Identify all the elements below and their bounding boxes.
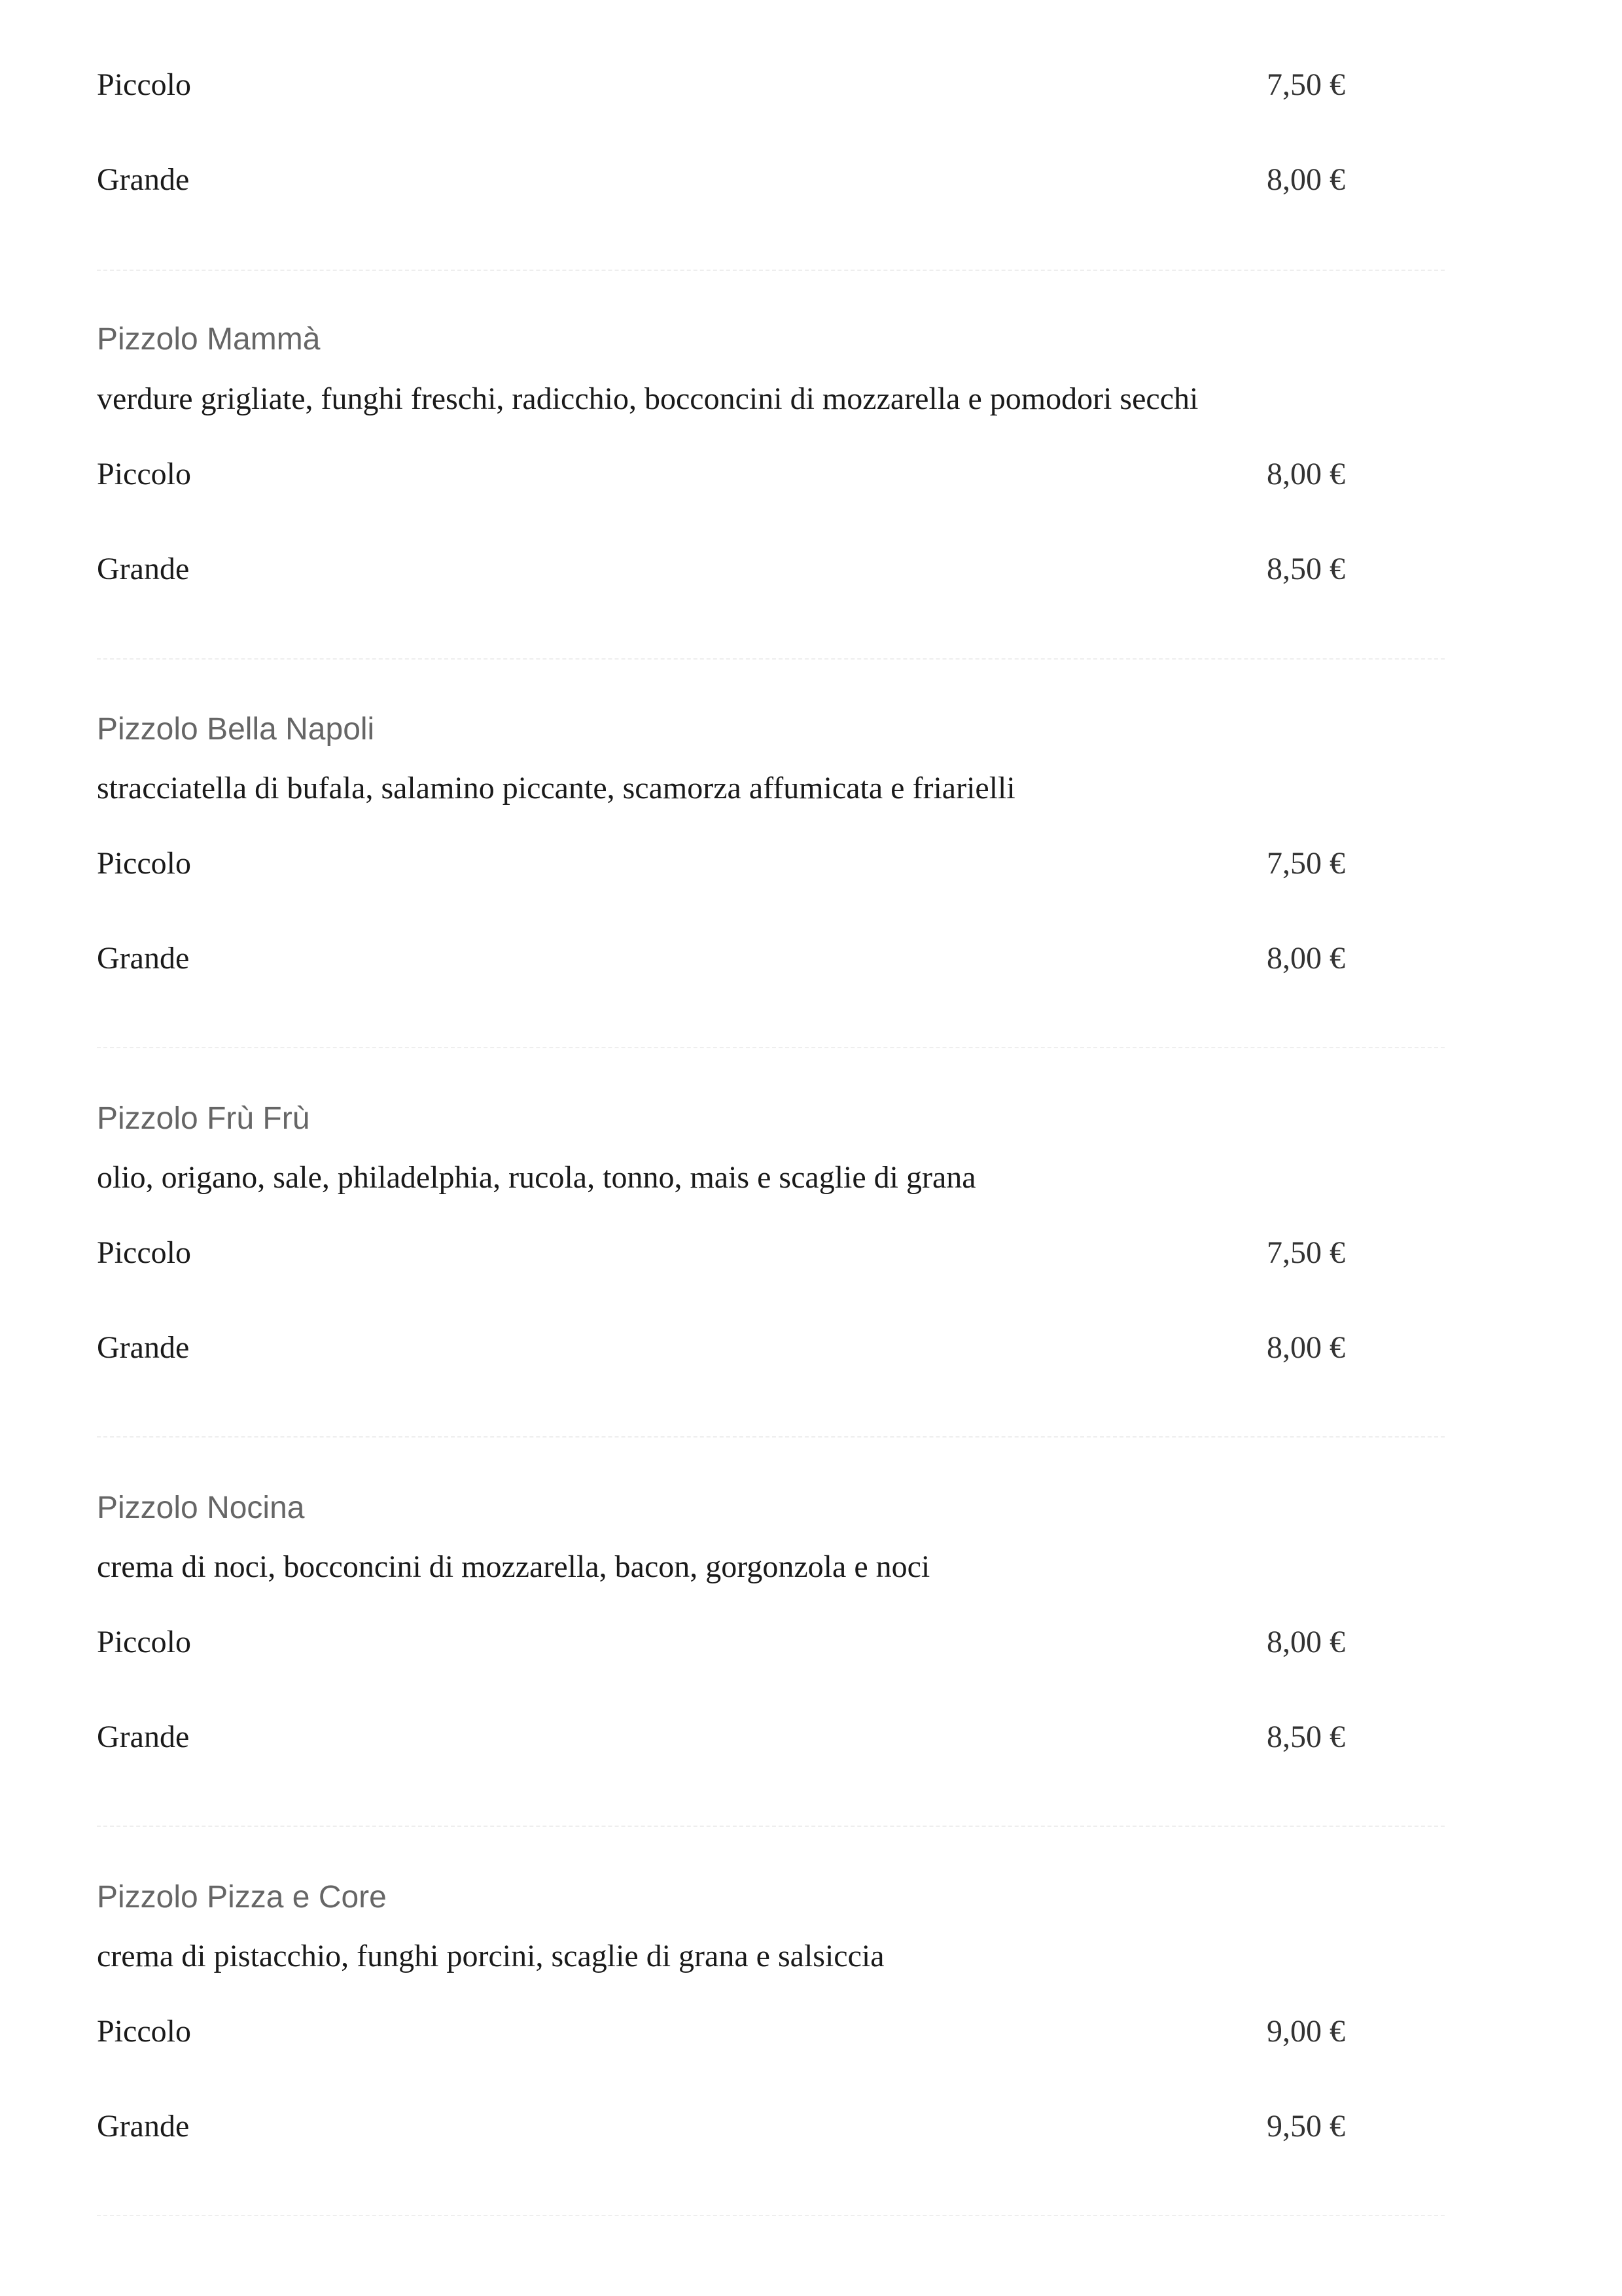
divider: [97, 1826, 1445, 1827]
item-description: olio, origano, sale, philadelphia, rucola, tonno, mais e scaglie di grana: [97, 1160, 976, 1195]
price: 8,50 €: [1267, 1720, 1345, 1754]
size-label: Grande: [97, 1330, 190, 1365]
item-description: crema di pistacchio, funghi porcini, scaglie di grana e salsiccia: [97, 1939, 885, 1973]
item-description: crema di noci, bocconcini di mozzarella, bacon, gorgonzola e noci: [97, 1549, 930, 1584]
divider: [97, 1436, 1445, 1438]
price: 8,00 €: [1267, 1330, 1345, 1365]
size-row-grande: [97, 157, 1353, 203]
size-label: Piccolo: [97, 457, 191, 491]
divider: [97, 270, 1445, 271]
price: 9,50 €: [1267, 2109, 1345, 2144]
size-row-piccolo: [97, 2009, 1353, 2055]
size-row-piccolo: [97, 841, 1353, 887]
item-title: Pizzolo Pizza e Core: [97, 1880, 387, 1915]
size-row-grande: [97, 1325, 1353, 1371]
price: 8,50 €: [1267, 552, 1345, 586]
size-row-grande: [97, 936, 1353, 981]
price: 9,00 €: [1267, 2014, 1345, 2049]
size-label: Grande: [97, 941, 190, 976]
size-row-piccolo: [97, 62, 1353, 108]
size-label: Piccolo: [97, 846, 191, 881]
divider: [97, 658, 1445, 660]
size-row-grande: [97, 2104, 1353, 2149]
item-title: Pizzolo Mammà: [97, 322, 321, 357]
size-row-grande: [97, 1714, 1353, 1760]
divider: [97, 2215, 1445, 2216]
price: 7,50 €: [1267, 1235, 1345, 1270]
price: 7,50 €: [1267, 846, 1345, 881]
price: 7,50 €: [1267, 67, 1345, 102]
item-title: Pizzolo Nocina: [97, 1491, 305, 1525]
item-description: stracciatella di bufala, salamino piccante, scamorza affumicata e friarielli: [97, 771, 1015, 805]
size-label: Piccolo: [97, 1625, 191, 1659]
price: 8,00 €: [1267, 162, 1345, 197]
price: 8,00 €: [1267, 941, 1345, 976]
size-row-piccolo: [97, 1230, 1353, 1276]
size-label: Grande: [97, 162, 190, 197]
size-label: Piccolo: [97, 2014, 191, 2049]
item-description: verdure grigliate, funghi freschi, radicchio, bocconcini di mozzarella e pomodori secchi: [97, 381, 1199, 416]
size-label: Piccolo: [97, 67, 191, 102]
item-title: Pizzolo Bella Napoli: [97, 712, 375, 747]
item-title: Pizzolo Frù Frù: [97, 1101, 310, 1136]
price: 8,00 €: [1267, 1625, 1345, 1659]
divider: [97, 1047, 1445, 1048]
size-row-grande: [97, 546, 1353, 592]
size-row-piccolo: [97, 451, 1353, 497]
size-row-piccolo: [97, 1619, 1353, 1665]
price: 8,00 €: [1267, 457, 1345, 491]
size-label: Piccolo: [97, 1235, 191, 1270]
size-label: Grande: [97, 1720, 190, 1754]
size-label: Grande: [97, 2109, 190, 2144]
size-label: Grande: [97, 552, 190, 586]
